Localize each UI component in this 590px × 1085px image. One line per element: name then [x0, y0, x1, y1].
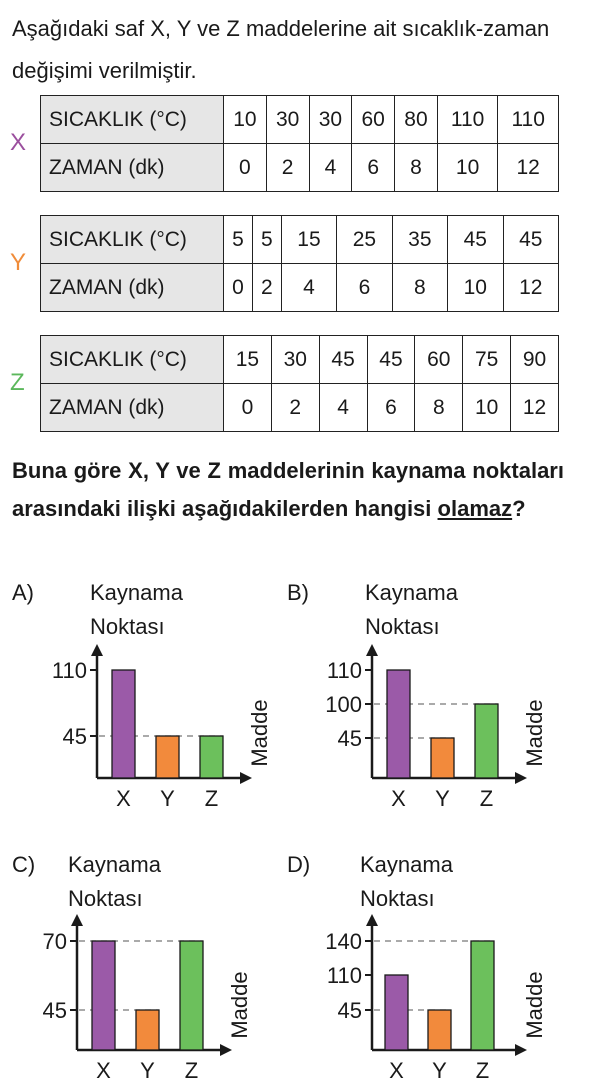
x-tick-label: X [96, 1058, 111, 1083]
table-cell: 8 [395, 144, 438, 192]
table-cell: 10 [437, 144, 498, 192]
table-cell: 6 [367, 384, 415, 432]
table-cell: 45 [319, 336, 367, 384]
y-tick-label: 45 [62, 724, 87, 749]
option-label: A) [12, 580, 34, 605]
y-tick-label: 45 [337, 998, 362, 1023]
row-header: SICAKLIK (°C) [41, 216, 224, 264]
table-cell: 10 [463, 384, 511, 432]
x-axis-arrow [515, 772, 527, 784]
x-tick-label: Z [204, 786, 219, 811]
table-cell: 110 [498, 96, 559, 144]
table-cell: 30 [309, 96, 352, 144]
intro-text: Aşağıdaki saf X, Y ve Z maddelerine ait sıcaklık-zaman değişimi verilmiştir. [12, 16, 550, 83]
x-tick-label: Y [140, 1058, 155, 1083]
x-tick-label: Z [184, 1058, 199, 1083]
y-axis-arrow [71, 914, 83, 926]
table-cell: 90 [511, 336, 559, 384]
bar-z [471, 941, 494, 1050]
y-axis-arrow [366, 644, 378, 656]
bar-z [200, 736, 223, 778]
y-axis-arrow [91, 644, 103, 656]
bar-y [431, 738, 454, 778]
table-cell: 75 [463, 336, 511, 384]
y-tick-label: 110 [326, 658, 362, 683]
table-cell: 30 [271, 336, 319, 384]
table-cell: 5 [252, 216, 281, 264]
table-cell: 15 [281, 216, 336, 264]
table-cell: 4 [309, 144, 352, 192]
row-header: ZAMAN (dk) [41, 264, 224, 312]
y-tick-label: 45 [337, 726, 362, 751]
x-axis-label: Madde [522, 971, 547, 1039]
table-cell: 60 [415, 336, 463, 384]
question-end: ? [512, 496, 526, 521]
question-underlined: olamaz [437, 496, 513, 521]
table-letter-z: Z [10, 369, 25, 396]
table-cell: 25 [337, 216, 392, 264]
table-cell: 15 [224, 336, 272, 384]
bar-x [92, 941, 115, 1050]
table-cell: 6 [337, 264, 392, 312]
bar-z [475, 704, 498, 778]
x-axis-label: Madde [247, 699, 272, 767]
table-cell: 45 [448, 216, 503, 264]
table-cell: 45 [503, 216, 559, 264]
table-cell: 60 [352, 96, 395, 144]
x-tick-label: Y [432, 1058, 447, 1083]
table-cell: 8 [392, 264, 447, 312]
bar-z [180, 941, 203, 1050]
bar-x [387, 670, 410, 778]
y-tick-label: 70 [42, 929, 67, 954]
option-label: B) [287, 580, 309, 605]
table-cell: 2 [266, 144, 309, 192]
y-tick-label: 110 [326, 963, 362, 988]
y-tick-label: 100 [325, 692, 362, 717]
table-cell: 0 [224, 264, 253, 312]
table-cell: 2 [252, 264, 281, 312]
y-axis-label: Kaynama [360, 852, 453, 877]
row-header: SICAKLIK (°C) [41, 96, 224, 144]
x-tick-label: X [391, 786, 406, 811]
y-axis-label: Kaynama [68, 852, 161, 877]
y-axis-arrow [366, 914, 378, 926]
x-tick-label: X [389, 1058, 404, 1083]
y-axis-label: Noktası [90, 614, 165, 639]
row-header: SICAKLIK (°C) [41, 336, 224, 384]
option-label: D) [287, 852, 311, 877]
table-cell: 80 [395, 96, 438, 144]
table-cell: 0 [224, 144, 267, 192]
table-cell: 5 [224, 216, 253, 264]
row-header: ZAMAN (dk) [41, 384, 224, 432]
bar-y [136, 1010, 159, 1050]
x-axis-label: Madde [227, 971, 252, 1039]
table-cell: 10 [224, 96, 267, 144]
x-axis-arrow [240, 772, 252, 784]
y-axis-label: Noktası [360, 886, 435, 911]
bar-x [385, 975, 408, 1050]
table-letter-x: X [10, 129, 27, 156]
y-tick-label: 140 [325, 929, 362, 954]
table-cell: 12 [503, 264, 559, 312]
x-tick-label: X [116, 786, 131, 811]
option-label: C) [12, 852, 36, 877]
y-tick-label: 110 [51, 658, 87, 683]
question-main: Buna göre X, Y ve Z maddelerinin kaynama noktaları arasındaki ilişki aşağıdakilerden hangisi [12, 458, 564, 521]
table-cell: 45 [367, 336, 415, 384]
x-axis-arrow [220, 1044, 232, 1056]
table-cell: 12 [498, 144, 559, 192]
table-cell: 8 [415, 384, 463, 432]
y-axis-label: Kaynama [365, 580, 458, 605]
y-axis-label: Noktası [68, 886, 143, 911]
table-cell: 0 [224, 384, 272, 432]
table-cell: 4 [319, 384, 367, 432]
y-tick-label: 45 [42, 998, 67, 1023]
table-cell: 2 [271, 384, 319, 432]
x-tick-label: Y [160, 786, 175, 811]
x-tick-label: Z [475, 1058, 490, 1083]
y-axis-label: Kaynama [90, 580, 183, 605]
bar-y [156, 736, 179, 778]
table-cell: 6 [352, 144, 395, 192]
x-axis-arrow [515, 1044, 527, 1056]
table-cell: 110 [437, 96, 498, 144]
table-cell: 12 [511, 384, 559, 432]
row-header: ZAMAN (dk) [41, 144, 224, 192]
bar-y [428, 1010, 451, 1050]
table-cell: 4 [281, 264, 336, 312]
table-letter-y: Y [10, 249, 27, 276]
x-tick-label: Z [479, 786, 494, 811]
bar-x [112, 670, 135, 778]
x-axis-label: Madde [522, 699, 547, 767]
y-axis-label: Noktası [365, 614, 440, 639]
x-tick-label: Y [435, 786, 450, 811]
table-cell: 35 [392, 216, 447, 264]
table-cell: 30 [266, 96, 309, 144]
table-cell: 10 [448, 264, 503, 312]
